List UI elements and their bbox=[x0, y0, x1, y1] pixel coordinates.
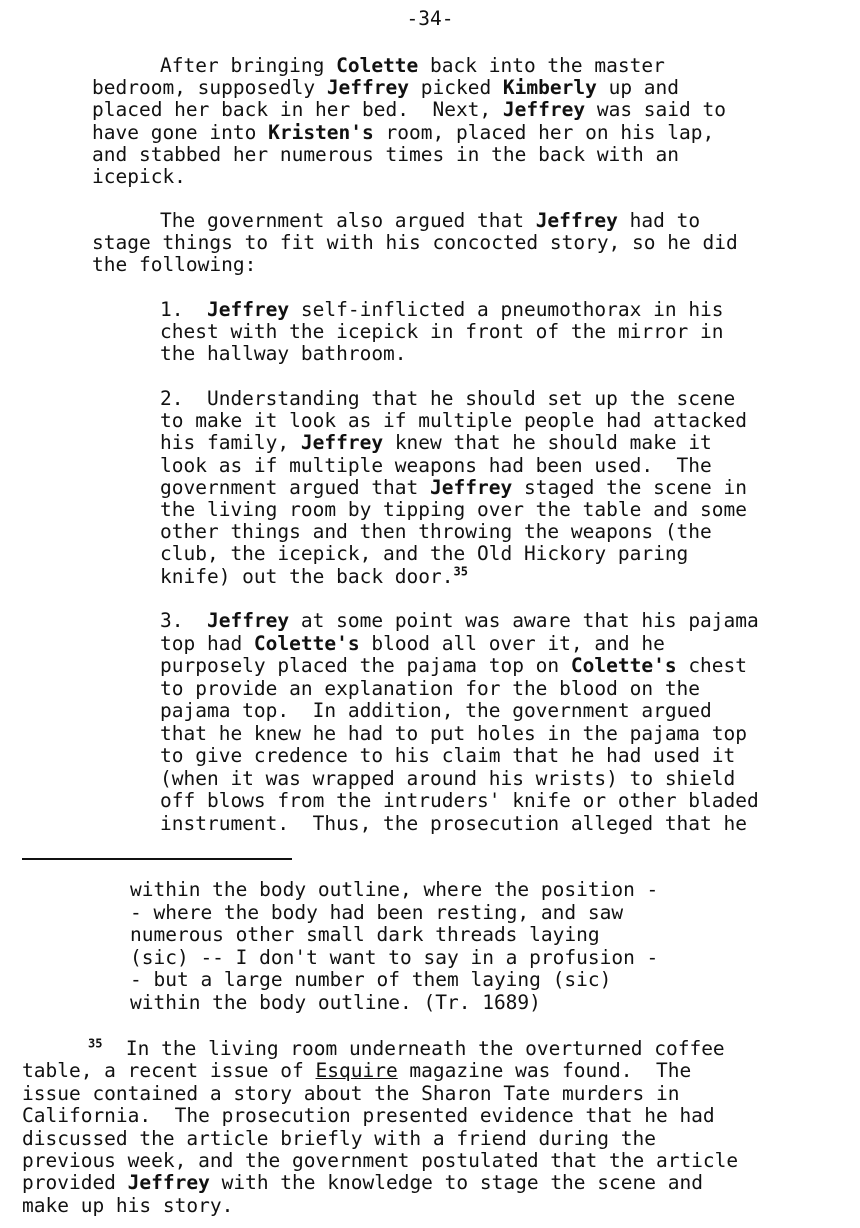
footnote-ref: 35 bbox=[88, 1036, 103, 1051]
text-line bbox=[130, 969, 611, 991]
bold-name: Jeffrey bbox=[502, 98, 586, 122]
text-line bbox=[160, 678, 700, 700]
text-line bbox=[92, 77, 679, 99]
text-run: knife) out the back door. bbox=[160, 564, 454, 588]
bold-name: Jeffrey bbox=[326, 76, 409, 100]
text-line bbox=[160, 410, 747, 432]
text-line bbox=[160, 321, 724, 343]
text-line bbox=[160, 455, 712, 477]
bold-name: Kristen's bbox=[268, 120, 374, 144]
text-line bbox=[92, 122, 714, 144]
text-line bbox=[160, 610, 759, 632]
text-run: 1. bbox=[160, 298, 207, 321]
text-run: numerous other small dark threads laying bbox=[130, 923, 600, 947]
text-run: discussed the article briefly with a friend during the bbox=[22, 1126, 656, 1150]
text-run: After bringing bbox=[160, 54, 337, 77]
text-run: other things and then throwing the weapons (the bbox=[160, 520, 712, 544]
text-run: staged the scene in bbox=[512, 475, 748, 499]
text-line bbox=[160, 700, 712, 722]
text-run: top had bbox=[160, 631, 254, 655]
text-run: off blows from the intruders' knife or other bladed bbox=[160, 789, 759, 812]
text-run: up and bbox=[596, 76, 680, 100]
text-line bbox=[130, 879, 658, 901]
bold-name: Jeffrey bbox=[535, 209, 618, 232]
text-line bbox=[160, 790, 759, 812]
text-run: magazine was found. The bbox=[397, 1059, 692, 1083]
text-run: within the body outline, where the position - bbox=[130, 878, 659, 901]
bold-name: Colette's bbox=[570, 654, 677, 677]
text-line bbox=[160, 768, 735, 790]
text-run: government argued that bbox=[160, 475, 431, 499]
text-run: - where the body had been resting, and saw bbox=[130, 900, 624, 924]
text-run: chest with the icepick in front of the mirror in bbox=[160, 320, 724, 344]
text-line bbox=[22, 1195, 233, 1217]
text-line bbox=[160, 655, 747, 677]
text-run: The government also argued that bbox=[160, 209, 536, 232]
text-line bbox=[160, 566, 468, 588]
text-run: placed her back in her bed. Next, bbox=[92, 98, 503, 122]
text-line bbox=[22, 1172, 703, 1194]
text-line bbox=[160, 633, 665, 655]
footnote-separator bbox=[22, 858, 292, 860]
text-run: back into the master bbox=[418, 54, 665, 77]
underlined-title: Esquire bbox=[315, 1059, 398, 1083]
page-number: -34- bbox=[406, 7, 454, 30]
text-line bbox=[160, 210, 700, 232]
text-line bbox=[160, 543, 688, 565]
text-line bbox=[160, 299, 724, 321]
text-line bbox=[160, 477, 747, 499]
text-run: In the living room underneath the overturned coffee bbox=[102, 1037, 725, 1060]
text-run: look as if multiple weapons had been used. The bbox=[160, 453, 712, 477]
text-run: pajama top. In addition, the government argued bbox=[160, 699, 712, 722]
text-line bbox=[22, 1083, 679, 1105]
text-line bbox=[160, 388, 735, 410]
text-line bbox=[92, 254, 256, 276]
text-line bbox=[22, 1060, 691, 1082]
text-run: to give credence to his claim that he had used it bbox=[160, 744, 736, 767]
text-run: (sic) -- I don't want to say in a profusion - bbox=[130, 945, 659, 969]
text-line bbox=[92, 144, 679, 166]
text-line bbox=[22, 1150, 738, 1172]
text-run: purposely placed the pajama top on bbox=[160, 654, 571, 677]
text-line bbox=[160, 343, 407, 365]
text-line bbox=[92, 232, 738, 254]
text-line bbox=[92, 166, 186, 188]
text-run: club, the icepick, and the Old Hickory paring bbox=[160, 542, 689, 566]
text-run: to provide an explanation for the blood on the bbox=[160, 676, 701, 700]
text-line bbox=[160, 723, 747, 745]
text-run: 3. bbox=[160, 609, 207, 632]
text-line bbox=[130, 992, 541, 1014]
text-line bbox=[130, 902, 623, 924]
text-run: blood all over it, and he bbox=[359, 631, 665, 655]
footnote-ref: 35 bbox=[453, 564, 468, 579]
bold-name: Colette's bbox=[253, 631, 360, 655]
text-run: room, placed her on his lap, bbox=[373, 120, 715, 144]
text-line bbox=[160, 813, 747, 835]
text-line bbox=[160, 521, 712, 543]
text-run: 2. Understanding that he should set up the scene bbox=[160, 387, 736, 410]
text-line bbox=[88, 1038, 725, 1060]
text-line bbox=[160, 499, 747, 521]
bold-name: Jeffrey bbox=[206, 609, 290, 632]
text-run: that he knew he had to put holes in the pajama top bbox=[160, 721, 747, 745]
text-run: to make it look as if multiple people had attacked bbox=[160, 409, 747, 433]
text-run: table, a recent issue of bbox=[22, 1059, 316, 1083]
bold-name: Jeffrey bbox=[127, 1171, 210, 1195]
text-run: within the body outline. (Tr. 1689) bbox=[130, 991, 541, 1014]
text-run: instrument. Thus, the prosecution alleged that he bbox=[160, 811, 747, 835]
text-line bbox=[160, 432, 712, 454]
text-line bbox=[130, 947, 658, 969]
text-run: his family, bbox=[160, 431, 301, 455]
text-run: (when it was wrapped around his wrists) to shield bbox=[160, 766, 736, 790]
text-run: previous week, and the government postulated that the article bbox=[22, 1149, 739, 1172]
text-line bbox=[22, 1105, 715, 1127]
text-run: had to bbox=[617, 209, 701, 232]
text-run: make up his story. bbox=[22, 1193, 234, 1217]
text-run: with the knowledge to stage the scene and bbox=[209, 1171, 703, 1195]
text-run: at some point was aware that his pajama bbox=[289, 609, 759, 632]
bold-name: Jeffrey bbox=[300, 431, 384, 455]
text-run: have gone into bbox=[92, 120, 269, 144]
text-line bbox=[92, 99, 726, 121]
text-line bbox=[130, 924, 600, 946]
text-line bbox=[160, 745, 735, 767]
text-run: was said to bbox=[585, 98, 726, 122]
text-run: the following: bbox=[92, 253, 257, 277]
bold-name: Kimberly bbox=[502, 76, 597, 100]
bold-name: Jeffrey bbox=[430, 475, 513, 499]
bold-name: Jeffrey bbox=[206, 298, 290, 321]
text-run: bedroom, supposedly bbox=[92, 76, 327, 100]
text-run: the living room by tipping over the table and some bbox=[160, 498, 747, 521]
bold-name: Colette bbox=[336, 54, 419, 77]
text-run: picked bbox=[409, 76, 503, 100]
text-run: provided bbox=[22, 1171, 128, 1195]
text-line bbox=[22, 1128, 656, 1150]
text-line bbox=[160, 55, 665, 77]
text-run: chest bbox=[676, 654, 748, 677]
text-run: knew that he should make it bbox=[383, 431, 712, 455]
text-run: - but a large number of them laying (sic) bbox=[130, 968, 612, 992]
text-run: icepick. bbox=[92, 165, 186, 188]
text-run: stage things to fit with his concocted story, so he did bbox=[92, 231, 738, 255]
text-run: issue contained a story about the Sharon Tate murders in bbox=[22, 1081, 680, 1105]
text-run: California. The prosecution presented evidence that he had bbox=[22, 1104, 715, 1128]
text-run: and stabbed her numerous times in the back with an bbox=[92, 142, 679, 166]
text-run: self-inflicted a pneumothorax in his bbox=[289, 298, 724, 321]
text-run: the hallway bathroom. bbox=[160, 342, 407, 366]
